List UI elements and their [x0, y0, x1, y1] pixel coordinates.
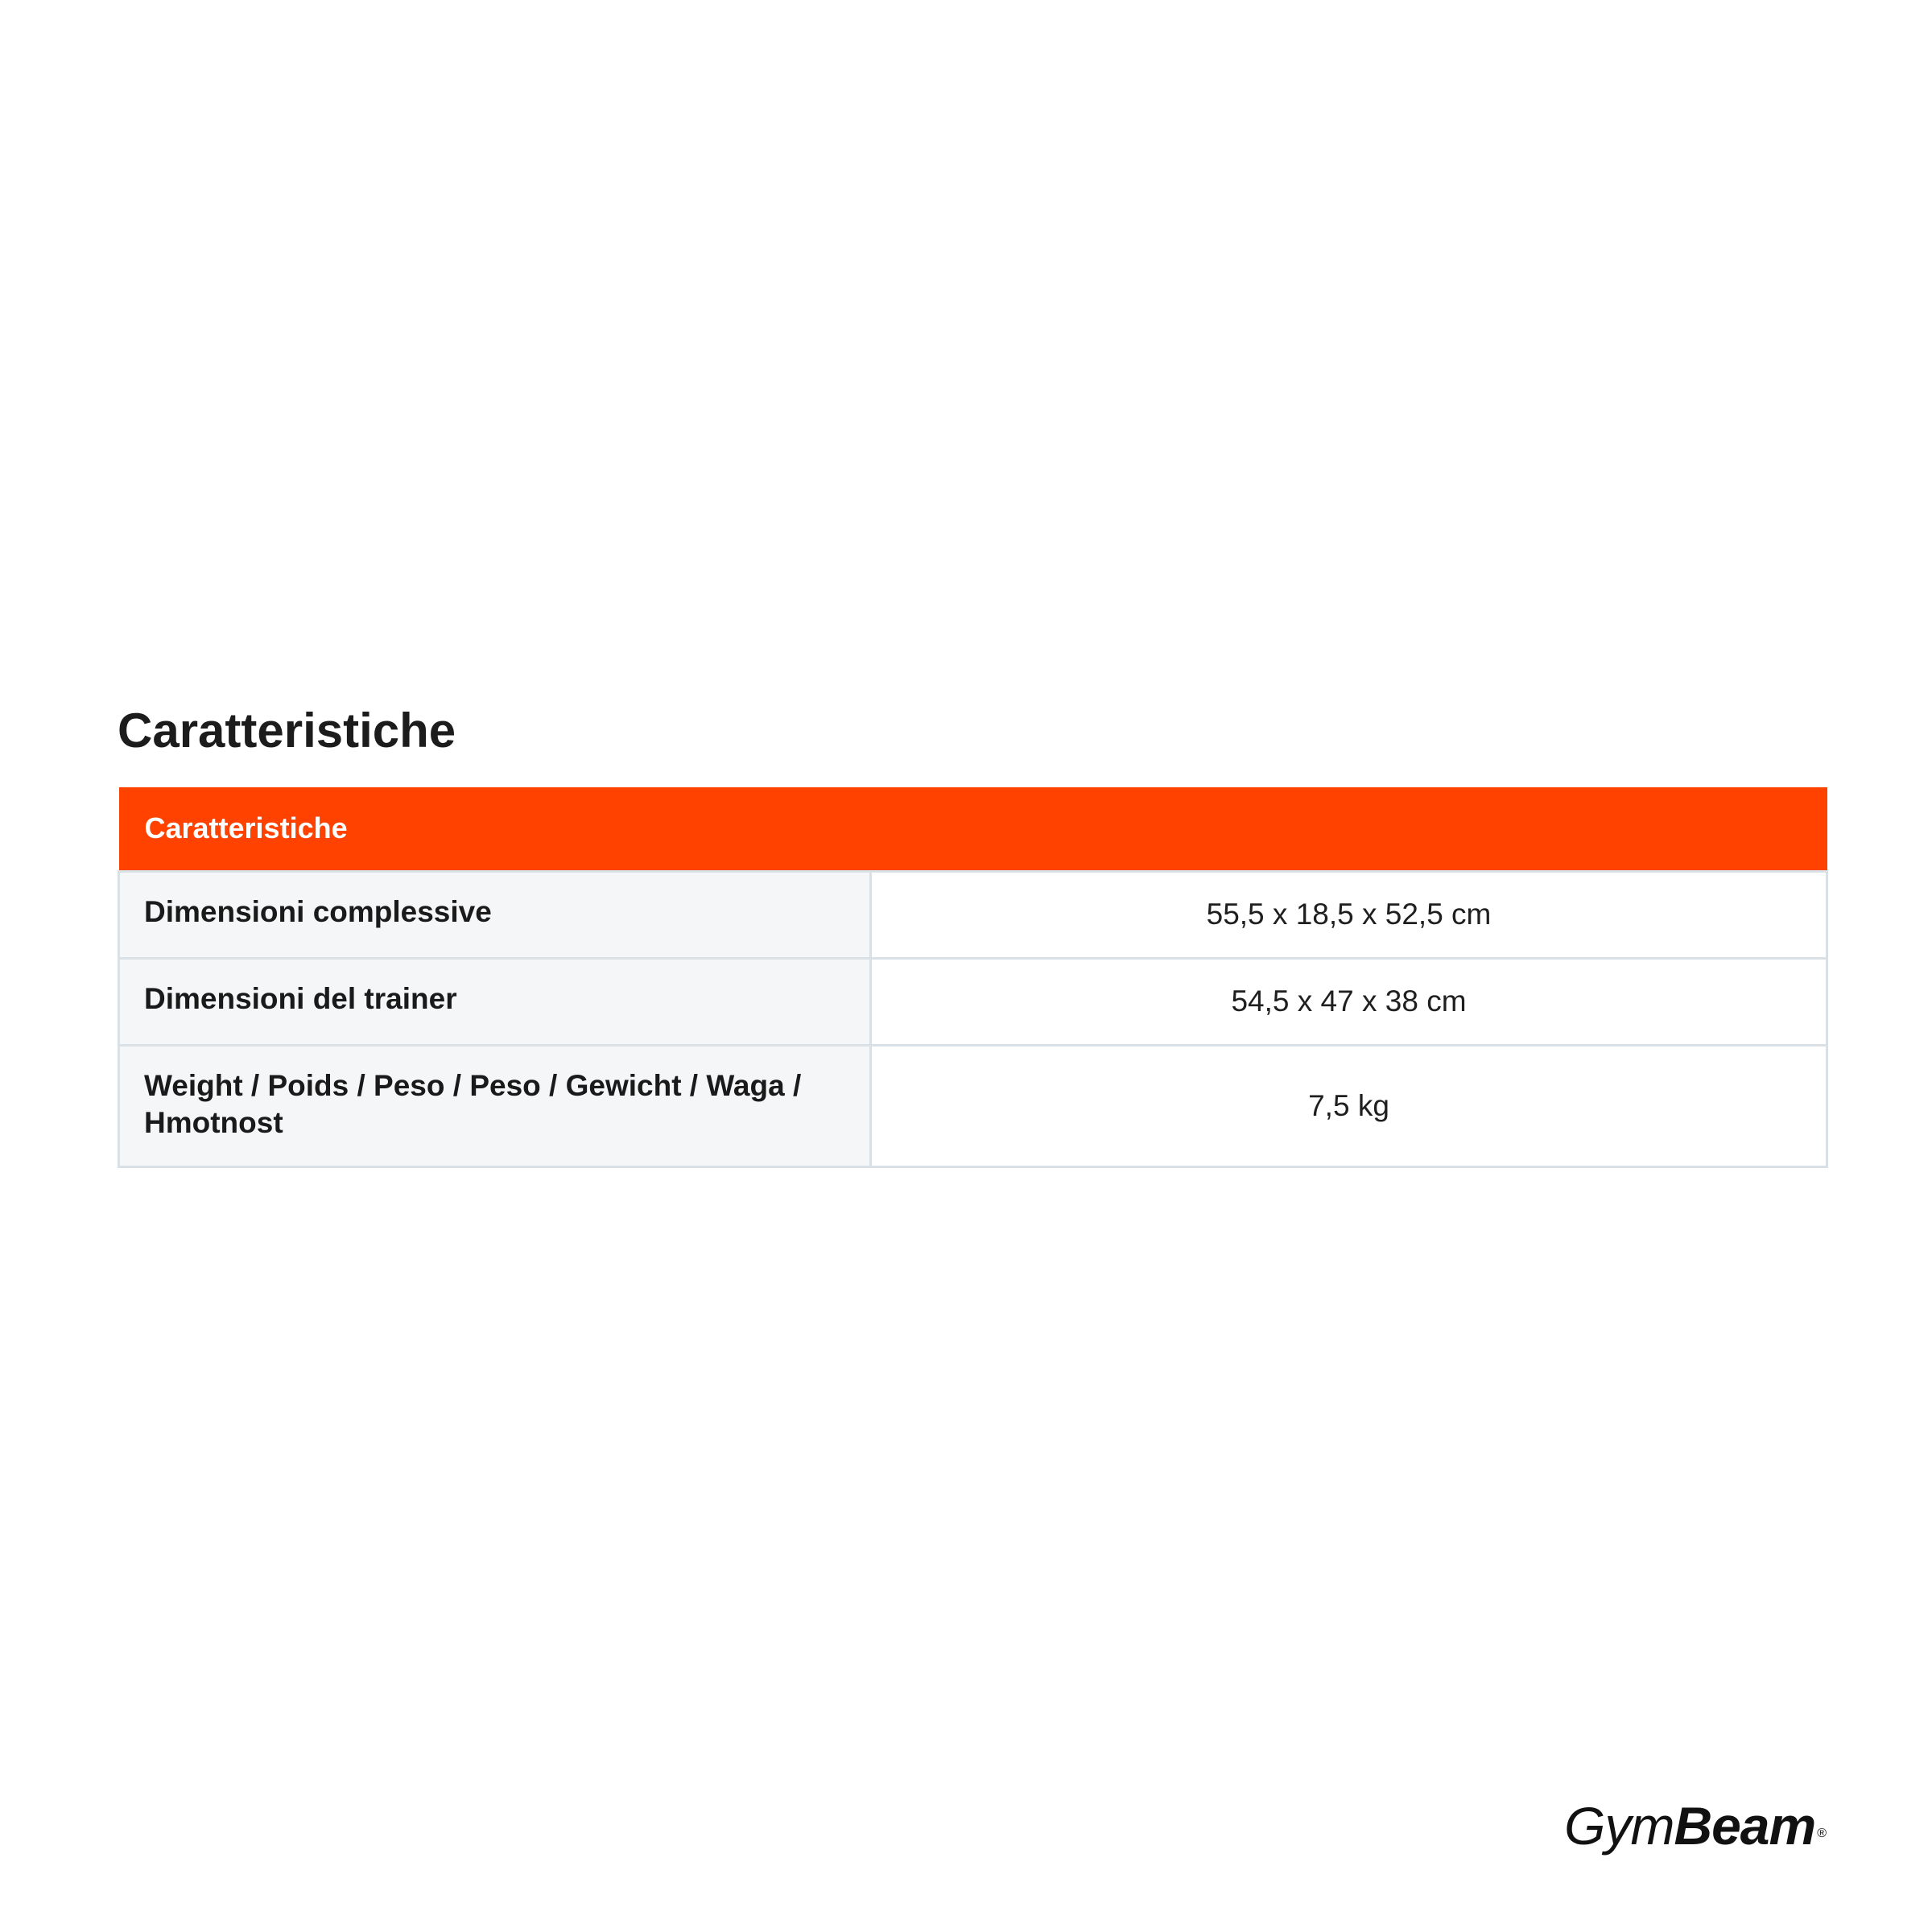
row-value: 54,5 x 47 x 38 cm [871, 958, 1827, 1045]
spec-table-header [119, 787, 1827, 871]
table-row [119, 958, 1827, 1045]
registered-mark: ® [1817, 1827, 1826, 1840]
row-label: Dimensioni complessive [119, 871, 871, 958]
logo-text-bold: Beam [1674, 1796, 1816, 1856]
row-value: 55,5 x 18,5 x 52,5 cm [871, 871, 1827, 958]
spec-table-body [119, 871, 1827, 1166]
table-header-cell: Caratteristiche [119, 787, 1827, 871]
page-title: Caratteristiche [118, 704, 456, 758]
header-row [119, 787, 1827, 871]
gymbeam-logo [1564, 1794, 1826, 1858]
logo-text-light: Gym [1564, 1796, 1674, 1856]
table-row [119, 871, 1827, 958]
table-row [119, 1045, 1827, 1166]
spec-table [118, 787, 1828, 1168]
row-label: Dimensioni del trainer [119, 958, 871, 1045]
row-value: 7,5 kg [871, 1045, 1827, 1166]
row-label: Weight / Poids / Peso / Peso / Gewicht / Waga / Hmotnost [119, 1045, 871, 1166]
